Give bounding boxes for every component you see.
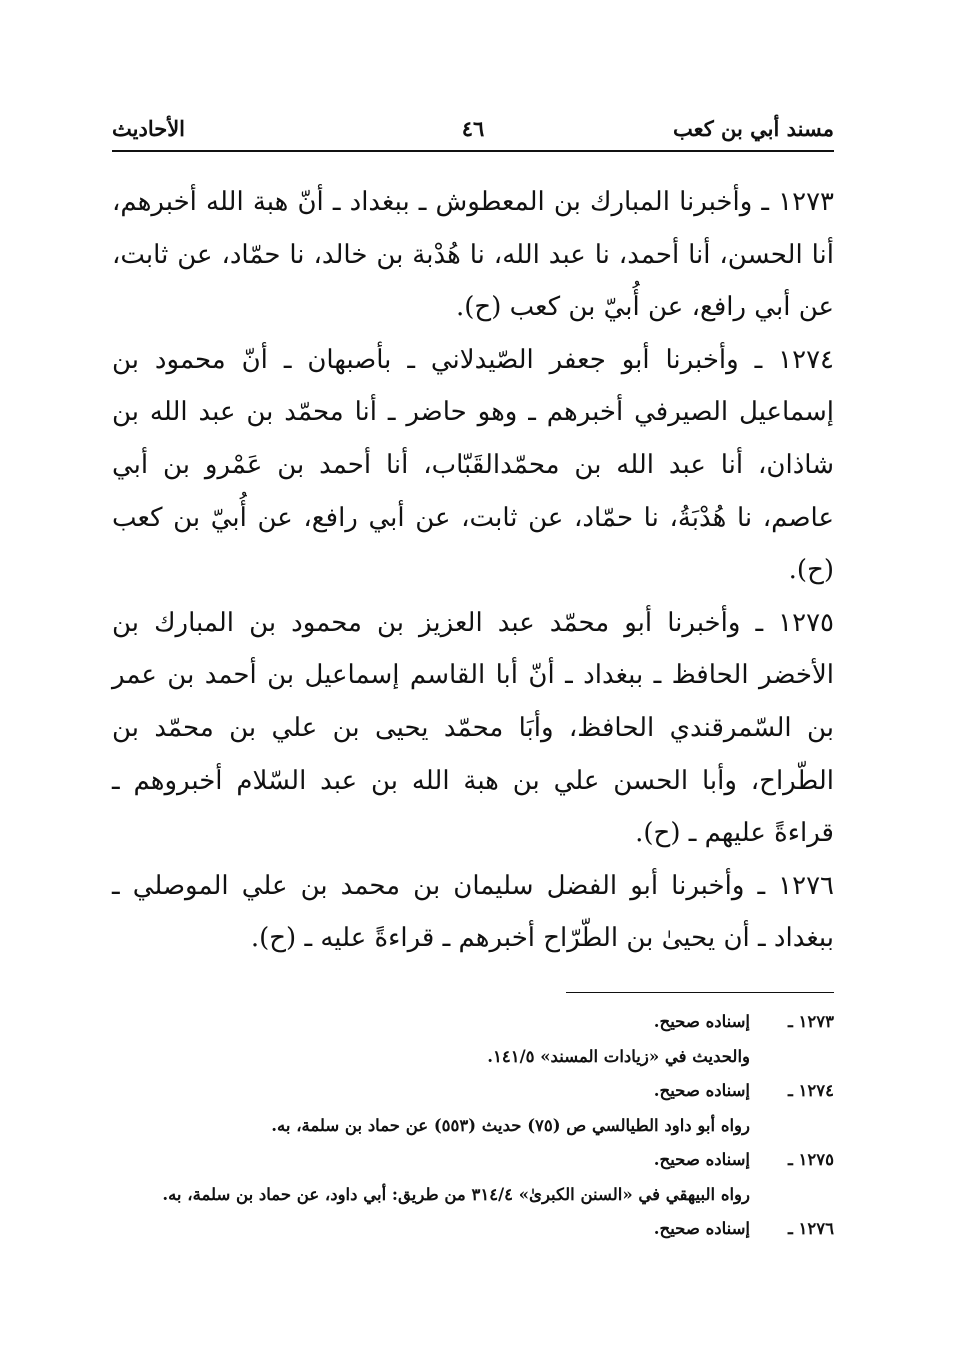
hadith-1276: ١٢٧٦ ـ وأخبرنا أبو الفضل سليمان بن محمد بن علي الموصلي ـ ببغداد ـ أن يحيىٰ بن الطّرّاح أخبرهم ـ قراءةً عليه ـ (ح). <box>112 870 834 954</box>
footnote-line: إسناده صحيح. <box>653 1012 750 1031</box>
footnote-1275 <box>112 1143 834 1212</box>
footnote-1276 <box>112 1212 834 1247</box>
footnote-line: إسناده صحيح. <box>653 1219 750 1238</box>
hadith-1274: ١٢٧٤ ـ وأخبرنا أبو جعفر الصّيدلاني ـ بأصبهان ـ أنّ محمود بن إسماعيل الصيرفي أخبرهم ـ وهو حاضر ـ أنا محمّد بن عبد الله بن شاذان، أنا عبد الله بن محمّدالقَبّاب، أنا أحمد بن عَمْرو بن أبي عاصم، نا هُدْبَةُ، نا حمّاد، عن ثابت، عن أبي رافع، عن أُبيّ بن كعب (ح). <box>112 344 834 586</box>
footnote-number: ١٢٧٦ ـ <box>787 1219 834 1238</box>
footnote-line: والحديث في «زيادات المسند» ١٤١/٥. <box>487 1046 750 1066</box>
footnote-divider <box>566 992 834 993</box>
hadith-1273: ١٢٧٣ ـ وأخبرنا المبارك بن المعطوش ـ ببغداد ـ أنّ هبة الله أخبرهم، أنا الحسن، أنا أحمد، نا عبد الله، نا هُدْبة بن خالد، نا حمّاد، عن ثابت، عن أبي رافع، عن أُبيّ بن كعب (ح). <box>112 187 834 323</box>
footnote-number: ١٢٧٥ ـ <box>787 1150 834 1169</box>
hadith-1275: ١٢٧٥ ـ وأخبرنا أبو محمّد عبد العزيز بن محمود بن المبارك بن الأخضر الحافظ ـ ببغداد ـ أنّ أبا القاسم إسماعيل بن أحمد بن عمر بن السّمرقندي الحافظ، وأبَا محمّد يحيى بن علي بن محمّد بن الطّراح، وأبا الحسن علي بن هبة الله بن عبد السّلام أخبروهم ـ قراءةً عليهم ـ (ح). <box>112 607 834 849</box>
running-header <box>112 112 834 146</box>
footnote-1273 <box>112 1005 834 1074</box>
footnote-number: ١٢٧٤ ـ <box>787 1081 834 1100</box>
footnote-line: إسناده صحيح. <box>653 1150 750 1169</box>
footnote-line: رواه البيهقي في «السنن الكبرىٰ» ٣١٤/٤ من طريق: أبي داود، عن حماد بن سلمة، به. <box>162 1184 750 1204</box>
header-section-title: الأحاديث <box>112 116 186 141</box>
footnote-line: إسناده صحيح. <box>653 1081 750 1100</box>
footnote-number: ١٢٧٣ ـ <box>787 1012 834 1031</box>
page-number: ٤٦ <box>461 116 485 141</box>
main-text <box>112 176 834 965</box>
header-divider <box>112 150 834 152</box>
header-book-title: مسند أبي بن كعب <box>672 116 834 141</box>
footnote-1274 <box>112 1074 834 1143</box>
footnote-line: رواه أبو داود الطيالسي ص (٧٥) حديث (٥٥٣) عن حماد بن سلمة، به. <box>271 1115 750 1135</box>
footnotes <box>112 1005 834 1247</box>
